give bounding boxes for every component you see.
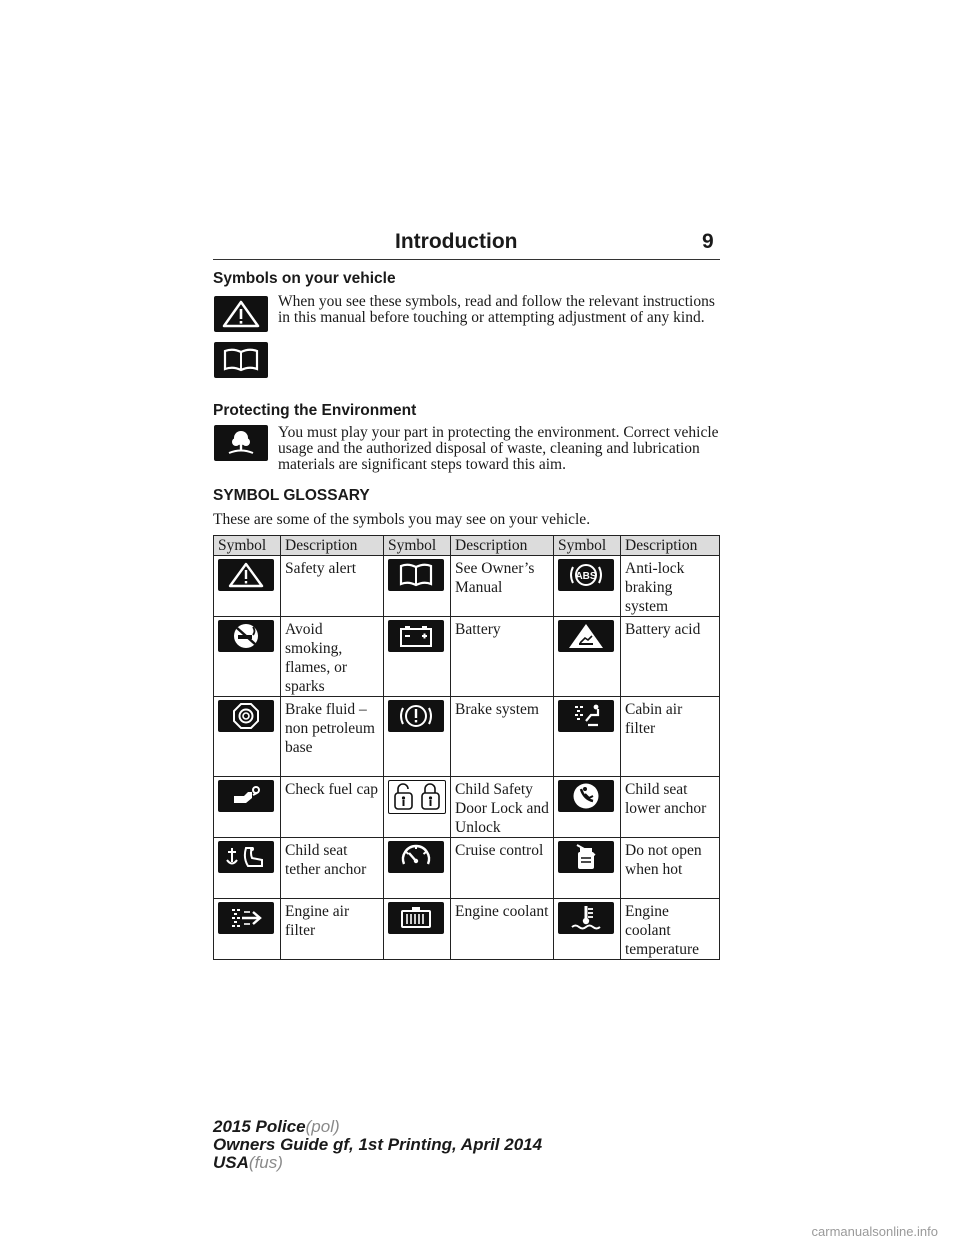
symbol-description: Engine air filter: [281, 899, 384, 960]
symbol-description: Brake system: [451, 697, 554, 777]
fuel-cap-icon: [218, 780, 274, 812]
glossary-intro: These are some of the symbols you may see on your vehicle.: [213, 511, 591, 528]
column-header: Symbol: [384, 536, 451, 556]
column-header: Symbol: [214, 536, 281, 556]
symbol-description: Check fuel cap: [281, 777, 384, 838]
symbol-description: Child seat tether anchor: [281, 838, 384, 899]
environment-heading: Protecting the Environment: [213, 402, 417, 419]
battery-icon: [388, 620, 444, 652]
tree-icon: [214, 425, 268, 461]
header-divider: [213, 259, 720, 260]
cruise-control-icon: [388, 841, 444, 873]
coolant-temperature-icon: [558, 902, 614, 934]
child-lock-icon: [388, 780, 446, 814]
brake-fluid-icon: [218, 700, 274, 732]
footer-model-code: (pol): [305, 1117, 340, 1136]
child-seat-lower-anchor-icon: [558, 780, 614, 812]
footer-printing-info: [213, 1118, 542, 1172]
table-row: [214, 617, 720, 697]
symbol-description: Avoid smoking, flames, or sparks: [281, 617, 384, 697]
environment-text: You must play your part in protecting the environment. Correct vehicle usage and the authorized disposal of waste, cleaning and lubrication materials are significant steps toward this aim.: [278, 424, 719, 473]
symbol-description: Cabin air filter: [621, 697, 720, 777]
page-title: Introduction: [395, 230, 518, 253]
column-header: Description: [451, 536, 554, 556]
owners-manual-book-icon: [388, 559, 444, 591]
table-row: [214, 838, 720, 899]
symbol-description: Brake fluid – non petroleum base: [281, 697, 384, 777]
symbol-description: Safety alert: [281, 556, 384, 617]
symbol-description: Anti-lock braking system: [621, 556, 720, 617]
column-header: Description: [281, 536, 384, 556]
battery-acid-icon: [558, 620, 614, 652]
symbol-description: Cruise control: [451, 838, 554, 899]
cabin-air-filter-icon: [558, 700, 614, 732]
footer-region: USA: [213, 1153, 249, 1172]
table-row: [214, 556, 720, 617]
symbol-description: Battery acid: [621, 617, 720, 697]
owners-manual-book-icon: [214, 342, 268, 378]
svg-text:ABS: ABS: [575, 571, 597, 582]
symbols-text: When you see these symbols, read and follow the relevant instructions in this manual before touching or attempting adjustment of any kind.: [278, 293, 715, 326]
engine-coolant-icon: [388, 902, 444, 934]
symbol-description: Engine coolant: [451, 899, 554, 960]
symbol-description: Battery: [451, 617, 554, 697]
column-header: Symbol: [554, 536, 621, 556]
symbol-description: See Owner’s Manual: [451, 556, 554, 617]
do-not-open-hot-icon: [558, 841, 614, 873]
warning-triangle-icon: [218, 559, 274, 591]
symbol-description: Child seat lower anchor: [621, 777, 720, 838]
symbol-glossary-table: [213, 535, 720, 960]
abs-icon: [558, 559, 614, 591]
footer-model: 2015 Police: [213, 1117, 306, 1136]
symbols-heading: Symbols on your vehicle: [213, 270, 396, 287]
warning-triangle-icon: [214, 296, 268, 332]
symbol-description: Child Safety Door Lock and Unlock: [451, 777, 554, 838]
symbol-description: Do not open when hot: [621, 838, 720, 899]
engine-air-filter-icon: [218, 902, 274, 934]
table-row: [214, 777, 720, 838]
no-smoking-icon: [218, 620, 274, 652]
page-number: 9: [702, 230, 714, 253]
footer-guide-info: Owners Guide gf, 1st Printing, April 2014: [213, 1135, 543, 1154]
glossary-heading: SYMBOL GLOSSARY: [213, 487, 370, 504]
table-row: [214, 697, 720, 777]
watermark: carmanualsonline.info: [811, 1224, 938, 1239]
symbol-description: Engine coolant temperature: [621, 899, 720, 960]
table-header-row: [214, 536, 720, 556]
column-header: Description: [621, 536, 720, 556]
footer-region-code: (fus): [248, 1153, 283, 1172]
child-seat-tether-icon: [218, 841, 274, 873]
brake-system-icon: [388, 700, 444, 732]
table-row: [214, 899, 720, 960]
